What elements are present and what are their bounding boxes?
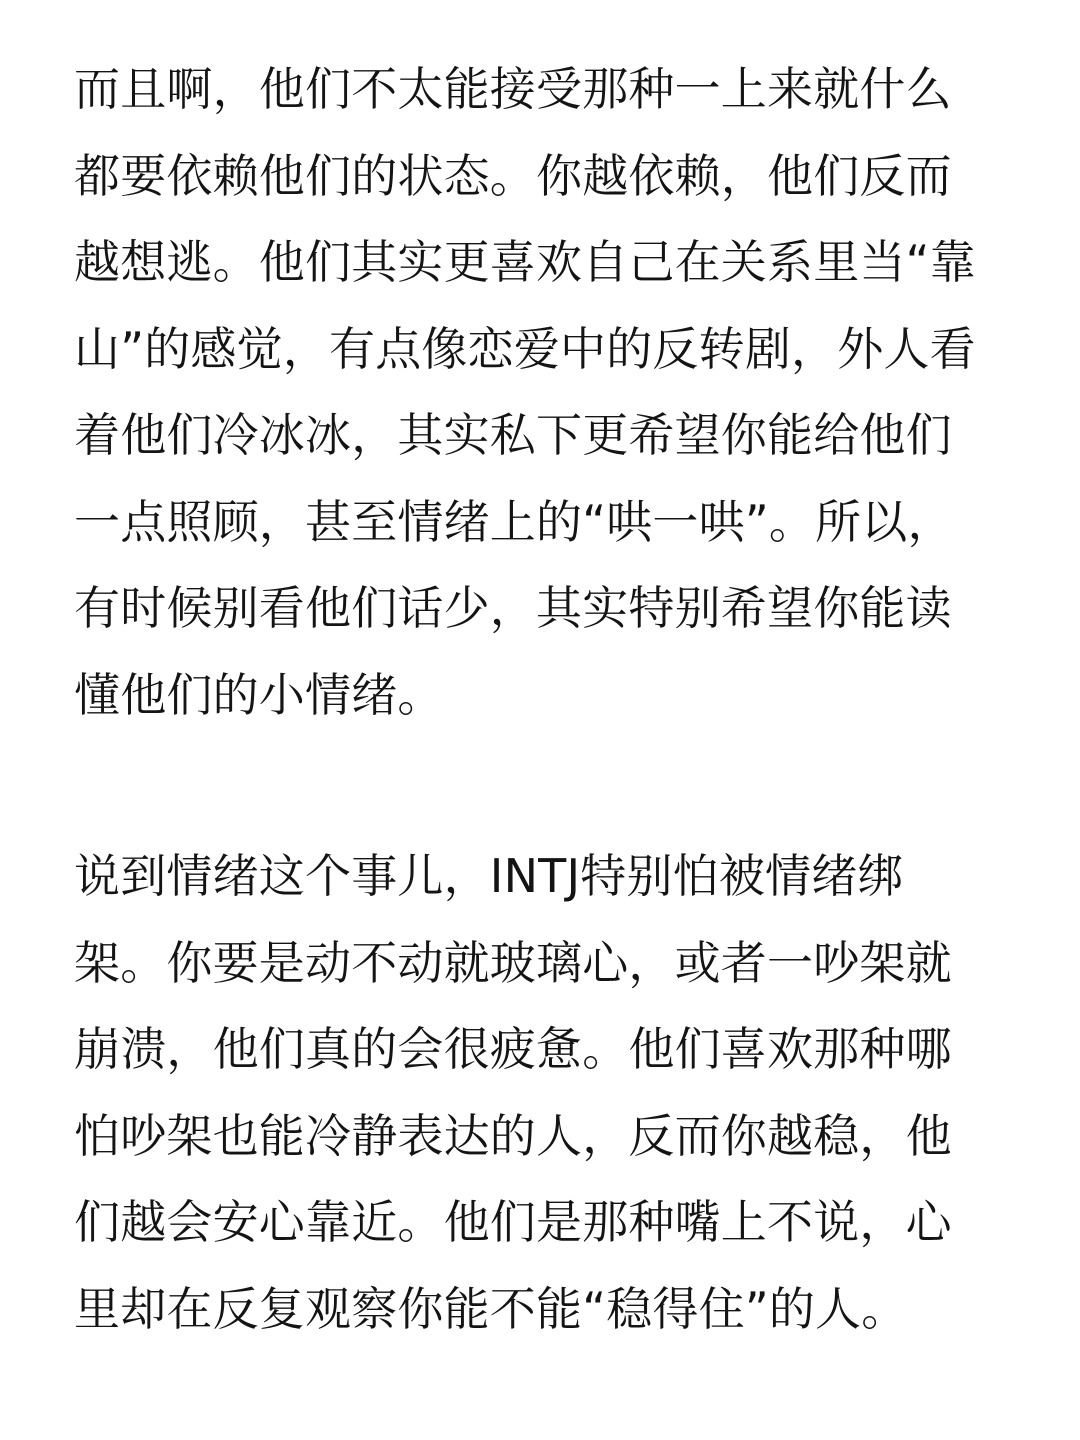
text-line: 越想逃。他们其实更喜欢自己在关系里当“靠 (74, 235, 976, 289)
text-line: 一点照顾，甚至情绪上的“哄一哄”。所以， (74, 494, 954, 549)
paragraph-spacer (74, 738, 1014, 833)
text-line: 着他们冷冰冰，其实私下更希望你能给他们 (74, 408, 952, 462)
text-line: 怕吵架也能冷静表达的人，反而你越稳，他 (74, 1108, 952, 1163)
text-line: 架。你要是动不动就玻璃心，或者一吵架就 (74, 935, 952, 990)
text-line: 而且啊，他们不太能接受那种一上来就什么 (74, 62, 952, 116)
text-line: 山”的感觉，有点像恋爱中的反转剧，外人看 (74, 321, 976, 376)
article-body (74, 46, 1014, 1352)
text-line: 崩溃，他们真的会很疲惫。他们喜欢那种哪 (74, 1022, 952, 1076)
text-line: 们越会安心靠近。他们是那种嘴上不说，心 (74, 1195, 952, 1249)
text-line: 里却在反复观察你能不能“稳得住”的人。 (74, 1281, 908, 1336)
text-line: 有时候别看他们话少，其实特别希望你能读 (74, 581, 952, 635)
paragraph-2 (74, 833, 1014, 1352)
paragraph-1 (74, 46, 1014, 738)
text-line: 懂他们的小情绪。 (74, 667, 444, 722)
text-line: 说到情绪这个事儿，INTJ特别怕被情绪绑 (74, 849, 904, 903)
text-line: 都要依赖他们的状态。你越依赖，他们反而 (74, 148, 952, 203)
